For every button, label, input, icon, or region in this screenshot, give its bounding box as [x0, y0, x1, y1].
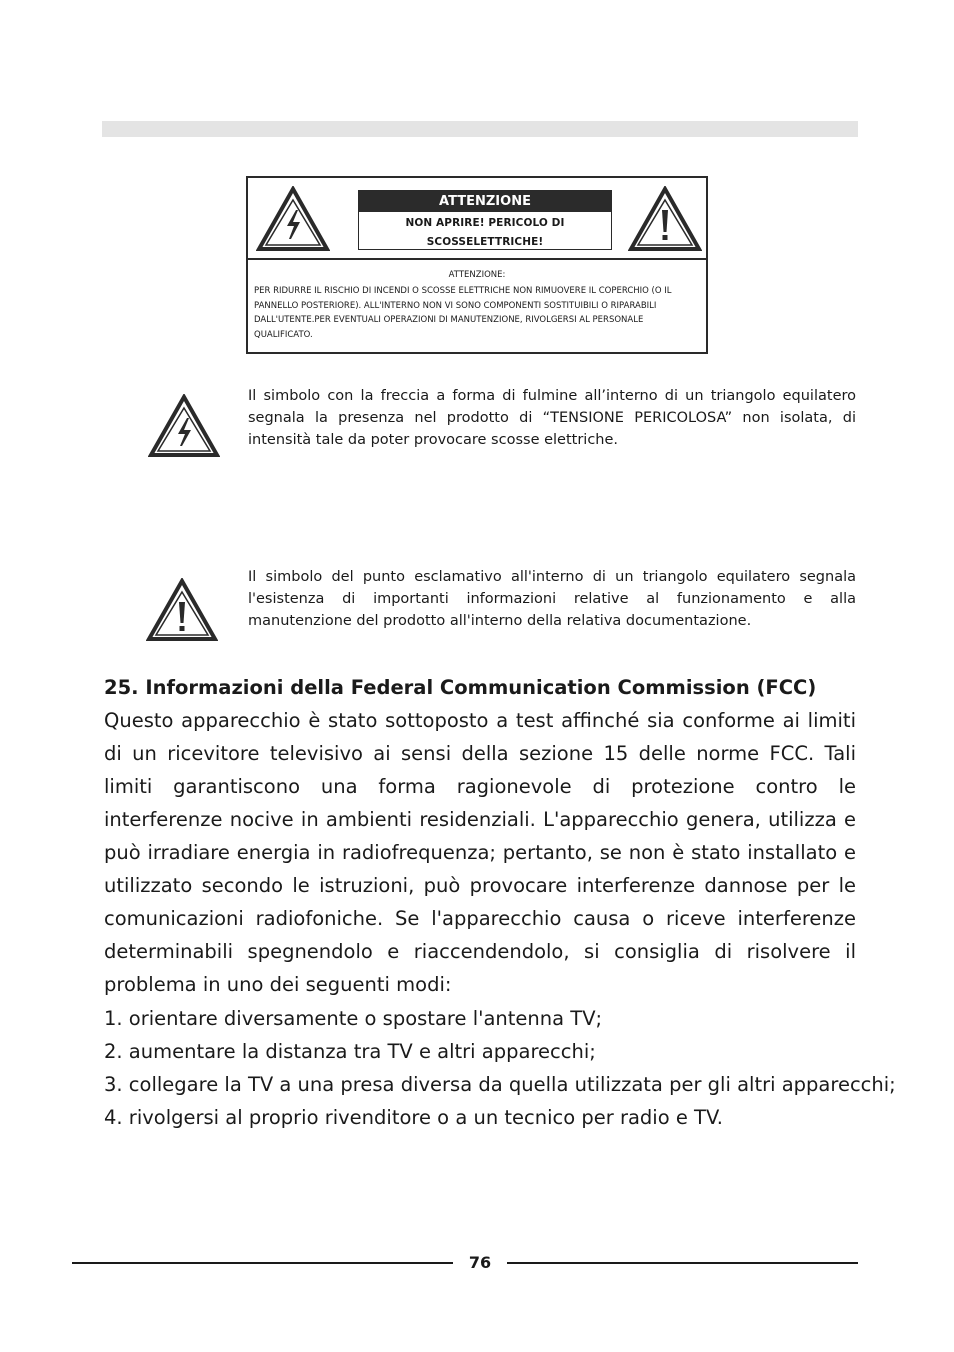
exclamation-triangle-icon — [628, 186, 702, 252]
warning-small-text: PER RIDURRE IL RISCHIO DI INCENDI O SCOSSE ELETTRICHE NON RIMUOVERE IL COPERCHIO (O IL PANNELLO POSTERIORE). ALL'INTERNO NON VI SONO COMPONENTI SOSTITUIBILI O RIPARABILI DALL'UTENTE.PER EVENTUALI OPERAZIONI DI MANUTENZIONE, RIVOLGERSI AL PERSONALE QUALIFICATO. — [254, 286, 672, 340]
exclamation-triangle-icon — [146, 578, 218, 642]
attention-label-title: ATTENZIONE — [359, 191, 611, 212]
lightning-triangle-icon — [256, 186, 330, 252]
page-number: 76 — [468, 1253, 492, 1272]
exclamation-symbol-description: Il simbolo del punto esclamativo all'interno di un triangolo equilatero segnala l'esistenza di importanti informazioni relative al funzionamento e alla manutenzione del prodotto all'interno della relativa documentazione. — [248, 569, 856, 629]
list-item: 2. aumentare la distanza tra TV e altri apparecchi; — [104, 1040, 596, 1063]
recommendations-list — [104, 1002, 896, 1134]
footer-rule-left — [72, 1262, 453, 1264]
attention-label-subtitle: NON APRIRE! PERICOLO DI SCOSSELETTRICHE! — [405, 217, 565, 248]
header-bar — [102, 121, 858, 137]
attention-label — [358, 190, 612, 250]
footer-rule-right — [507, 1262, 858, 1264]
section-title: 25. Informazioni della Federal Communication Commission (FCC) — [104, 676, 817, 699]
warning-small-title: ATTENZIONE: — [448, 270, 506, 280]
lightning-symbol-description: Il simbolo con la freccia a forma di fulmine all’interno di un triangolo equilatero segnala la presenza nel prodotto di “TENSIONE PERICOLOSA” non isolata, di intensità tale da poter provocare scosse elettriche. — [248, 388, 856, 448]
warning-box — [246, 176, 708, 354]
lightning-triangle-icon — [148, 394, 220, 458]
list-item: 3. collegare la TV a una presa diversa da quella utilizzata per gli altri apparecchi; — [104, 1073, 896, 1096]
list-item: 1. orientare diversamente o spostare l'antenna TV; — [104, 1007, 603, 1030]
section-body: Questo apparecchio è stato sottoposto a test affinché sia conforme ai limiti di un ricevitore televisivo ai sensi della sezione 15 delle norme FCC. Tali limiti garantiscono una forma ragionevole di protezione contro le interferenze nocive in ambienti residenziali. L'apparecchio genera, utilizza e può irradiare energia in radiofrequenza; pertanto, se non è stato installato e utilizzato secondo le istruzioni, può provocare interferenze dannose per le comunicazioni radiofoniche. Se l'apparecchio causa o riceve interferenze determinabili spegnendolo e riaccendendolo, si consiglia di risolvere il problema in uno dei seguenti modi: — [104, 709, 856, 996]
warning-box-divider — [248, 258, 706, 260]
list-item: 4. rivolgersi al proprio rivenditore o a un tecnico per radio e TV. — [104, 1106, 723, 1129]
